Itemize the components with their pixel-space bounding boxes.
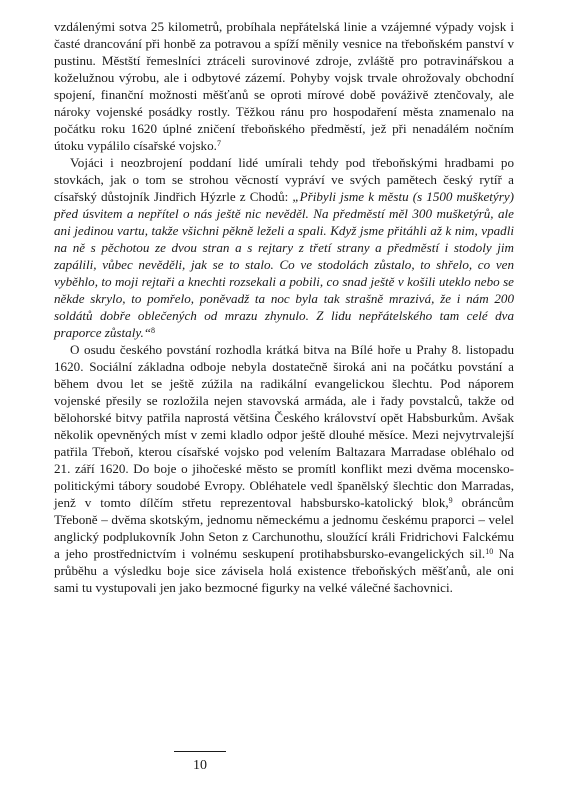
paragraph-3-text-a: O osudu českého povstání rozhodla krátká bitva na Bílé hoře u Prahy 8. listopadu 1620. Sociální základna odboje nebyla dostatečně široká ani na počátku povstání a během dvou let se ještě zúžila na radikální evangelickou šlechtu. Pod náporem vojenské přesily se rozložila nejen stavovská armáda, ale i řady povstalců, takže od bělohorské bitvy patřila naprostá většina Českého království opět Habsburkům. Avšak několik opevněných míst v zemi kladlo odpor ještě dlouhé měsíce. Mezi nejvytrvalejší patřila Třeboň, kterou císařské vojsko pod velením Baltazara Marradase obléhalo od 21. září 1620. Do boje o jihočeské město se promítl konflikt mezi dvěma mocensko-politickými tábory soudobé Evropy. Obléhatele vedl španělský šlechtic don Marradas, jenž v tomto dílčím střetu reprezentoval habsbursko-katolický blok, bbox=[54, 342, 514, 510]
footnote-ref-10[interactable]: 10 bbox=[485, 547, 494, 556]
paragraph-1 bbox=[54, 18, 514, 154]
footnote-ref-8[interactable]: 8 bbox=[151, 326, 155, 335]
footnote-ref-9[interactable]: 9 bbox=[448, 496, 453, 505]
page-number: 10 bbox=[193, 758, 207, 773]
footnote-ref-7[interactable]: 7 bbox=[216, 139, 221, 148]
paragraph-3 bbox=[54, 341, 514, 596]
paragraph-2-intro: Vojáci i neozbrojení poddaní lidé umírali tehdy pod třeboňskými hradbami po stovkách, jak o tom se strohou věcností vypráví ve svých pamětech český rytíř a císařský důstojník Jindřich Hýzrle z Chodů: bbox=[54, 155, 514, 204]
memoir-quote: „Přibyli jsme k městu (s 1500 mušketýry) před úsvitem a nepřítel o nás ještě nic nevěděl. Na předměstí měl 300 mušketýrů, ale ani jedinou vartu, takže všichni pěkně leželi a spali. Když jsme přitáhli až k nim, vpadli na ně s pěchotou ze dvou stran a s rejtary z třetí strany a předměstí i stodoly jim zapálili, vůbec nevěděli, jak se to stalo. Co ve stodolách zůstalo, to shřelo, co ven vyběhlo, to moji rejtaři a knechti rozsekali a pobili, co snad ještě v košili uteklo nebo se někde skrylo, to pomřelo, poněvadž ta noc byla tak strašně mrazivá, že i nám 200 soldátů dobře oblečených od mrazu zhynulo. Z lidu nepřátelského tam celé dva praporce zůstaly.“ bbox=[54, 189, 514, 340]
paragraph-1-text: vzdálenými sotva 25 kilometrů, probíhala nepřátelská linie a vzájemné výpady vojsk i časté drancování při honbě za potravou a spíží měnily vesnice na třeboňském panství v pustinu. Městští řemeslníci ztráceli surovinové zdroje, zvláště pro potravinářskou a koželužnou výrobu, ale i odbytové zázemí. Pohyby vojsk trvale ohrožovaly obchodní spojení, finanční možnosti měšťanů se oproti mírové době pováživě ztenčovaly, ale nároky vojenské posádky rostly. Těžkou ránu pro hospodaření města znamenalo na počátku roku 1620 úplné zničení třeboňského předměstí, jež při nenadálém nočním útoku vypálilo císařské vojsko. bbox=[54, 19, 514, 153]
paragraph-3-text-c: Na průběhu a výsledku boje sice závisela holá existence třeboňských měšťanů, ale oni sami tu vystupovali jen jako bezmocné figurky na velké válečné šachovnici. bbox=[54, 546, 514, 595]
page-body bbox=[54, 18, 514, 596]
paragraph-2 bbox=[54, 154, 514, 341]
paragraph-3-text-b: obráncům Třeboně – dvěma skotským, jednomu německému a jednomu českému praporci – velel anglický podplukovník John Seton z Carchunothu, sloužící králi Fridrichovi Falckému a jeho prostřednictvím i volnému seskupení protihabsbursko-evangelických sil. bbox=[54, 495, 514, 561]
footer-rule bbox=[174, 751, 226, 752]
